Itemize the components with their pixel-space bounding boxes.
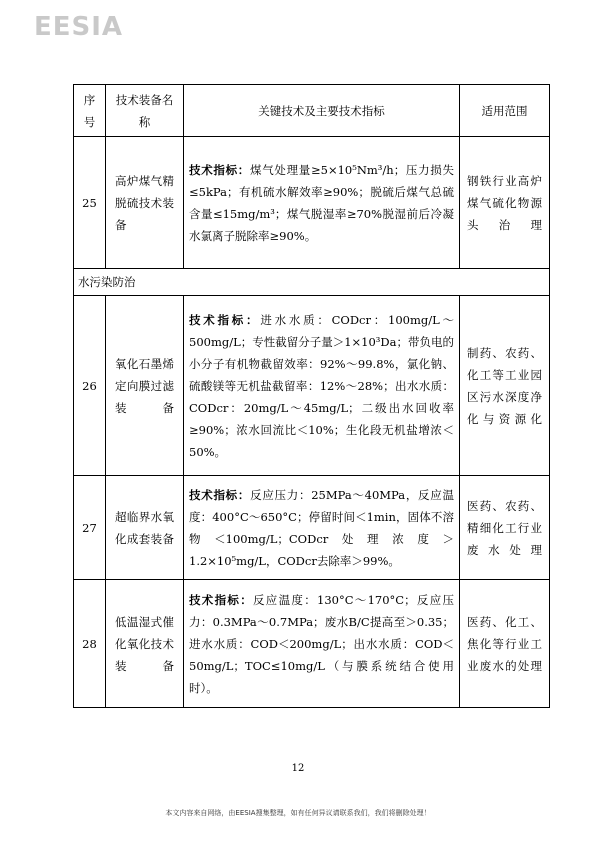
row-num: 28 bbox=[74, 580, 106, 708]
row-num: 27 bbox=[74, 476, 106, 580]
table-row bbox=[74, 296, 550, 476]
header-name: 技术装备名称 bbox=[106, 85, 184, 137]
table-row bbox=[74, 580, 550, 708]
row-scope: 制药、农药、化工等工业园区污水深度净化与资源化 bbox=[460, 296, 550, 476]
header-num: 序号 bbox=[74, 85, 106, 137]
page-number: 12 bbox=[291, 763, 305, 774]
table-row bbox=[74, 476, 550, 580]
equipment-table bbox=[73, 84, 550, 708]
row-scope: 钢铁行业高炉煤气硫化物源头治理 bbox=[460, 137, 550, 269]
desc-label: 技术指标： bbox=[189, 162, 250, 177]
desc-text: 反应压力：25MPa～40MPa，反应温度：400°C～650°C；停留时间＜1min，固体不溶物＜100mg/L；CODcr处理浓度＞1.2×10⁵mg/L，CODcr去除率＞99%。 bbox=[189, 487, 454, 568]
desc-label: 技术指标： bbox=[189, 487, 251, 502]
header-desc: 关键技术及主要技术指标 bbox=[184, 85, 460, 137]
footer-disclaimer: 本文内容来自网络，由EESIA搜集整理，如有任何异议请联系我们，我们将删除处理！ bbox=[165, 809, 431, 817]
row-name: 低温湿式催化氧化技术装备 bbox=[106, 580, 184, 708]
desc-label: 技术指标： bbox=[189, 312, 261, 327]
row-num: 25 bbox=[74, 137, 106, 269]
desc-text: 反应温度：130°C～170°C；反应压力：0.3MPa～0.7MPa；废水B/C提高至＞0.35；进水水质：COD＜200mg/L；出水水质：COD＜50mg/L；TOC≤10mg/L（与膜系统结合使用时）。 bbox=[189, 592, 454, 695]
row-num: 26 bbox=[74, 296, 106, 476]
section-water-pollution: 水污染防治 bbox=[74, 269, 550, 296]
row-name: 高炉煤气精脱硫技术装备 bbox=[106, 137, 184, 269]
table-header-row bbox=[74, 85, 550, 137]
row-desc bbox=[184, 580, 460, 708]
row-name: 氧化石墨烯定向膜过滤装备 bbox=[106, 296, 184, 476]
row-scope: 医药、化工、焦化等行业工业废水的处理 bbox=[460, 580, 550, 708]
row-name: 超临界水氧化成套装备 bbox=[106, 476, 184, 580]
eesia-watermark-logo: EESIA bbox=[34, 12, 124, 42]
row-desc bbox=[184, 137, 460, 269]
desc-label: 技术指标： bbox=[189, 592, 253, 607]
row-desc bbox=[184, 296, 460, 476]
row-desc bbox=[184, 476, 460, 580]
desc-text: 煤气处理量≥5×10⁵Nm³/h；压力损失≤5kPa；有机硫水解效率≥90%；脱硫后煤气总硫含量≤15mg/m³；煤气脱湿率≥70%脱湿前后冷凝水氯离子脱除率≥90%。 bbox=[189, 162, 454, 243]
desc-text: 进水水质：CODcr：100mg/L～500mg/L；专性截留分子量＞1×10³Da；带负电的小分子有机物截留效率：92%～99.8%，氯化钠、硫酸镁等无机盐截留率：12%～28%；出水水质：CODcr：20mg/L～45mg/L；二级出水回收率≥90%；浓水回流比＜10%；生化段无机盐增浓＜50%。 bbox=[189, 312, 455, 459]
section-row bbox=[74, 269, 550, 296]
row-scope: 医药、农药、精细化工行业废水处理 bbox=[460, 476, 550, 580]
table-row bbox=[74, 137, 550, 269]
header-scope: 适用范围 bbox=[460, 85, 550, 137]
